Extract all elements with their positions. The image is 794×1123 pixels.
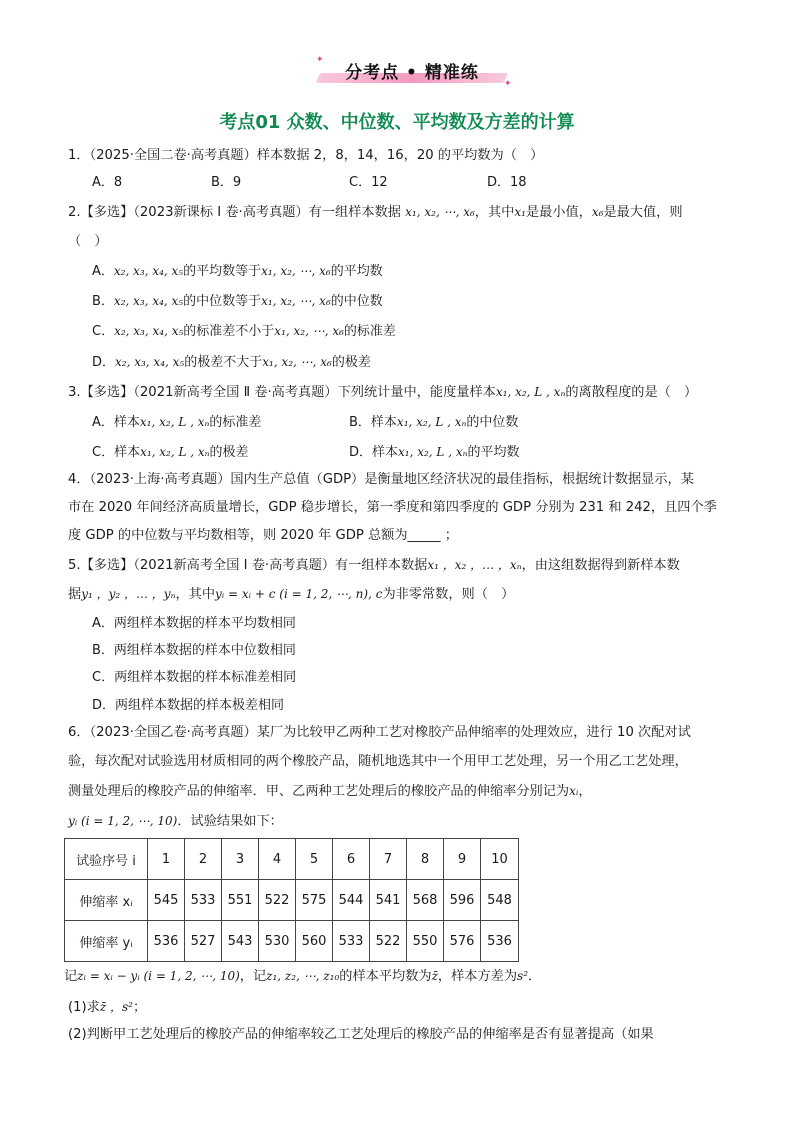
- part-text: (1)求: [68, 1000, 100, 1015]
- option-text: 的中位数: [466, 415, 519, 430]
- def-text: ，记: [239, 969, 267, 984]
- option-label: B．: [92, 294, 114, 309]
- question-6-definition: [64, 962, 726, 991]
- table-col-header: 5: [296, 839, 333, 880]
- question-3-option-c: [92, 442, 249, 463]
- option-text: 的中位数: [330, 294, 383, 309]
- option-text: 的极差: [209, 445, 249, 460]
- question-2: [68, 198, 730, 227]
- question-5-option-c: C．两组样本数据的样本标准差相同: [92, 670, 297, 685]
- question-4-line-2: 市在 2020 年间经济高质量增长，GDP 稳步增长，第一季度和第四季度的 GDP 分别为 231 和 242，且四个季: [68, 500, 717, 515]
- question-5-vars: x₁ ，x₂ ，… ，xₙ: [427, 558, 522, 572]
- table-cell: 533: [333, 921, 370, 962]
- question-3-option-d: [349, 442, 520, 463]
- table-cell: 544: [333, 880, 370, 921]
- option-text: 的平均数: [467, 445, 520, 460]
- table-col-header: 8: [407, 839, 444, 880]
- def-text: 的样本平均数为: [339, 969, 432, 984]
- question-6-stem-b: ．试验结果如下：: [177, 814, 283, 829]
- table-col-header: 1: [148, 839, 185, 880]
- option-vars: x₁, x₂, ⋯, x₆: [261, 294, 331, 308]
- table-cell: 560: [296, 921, 333, 962]
- question-3-option-b: [349, 412, 518, 433]
- table-cell: 527: [185, 921, 222, 962]
- question-6-x-var: xᵢ: [569, 784, 579, 798]
- option-vars: x₁, x₂, L , xₙ: [139, 415, 210, 429]
- question-3-option-a: [92, 412, 261, 433]
- option-text: 的标准差: [343, 324, 396, 339]
- table-cell: 550: [407, 921, 444, 962]
- option-vars: x₂, x₃, x₄, x₅: [115, 355, 185, 369]
- table-col-header: 10: [481, 839, 519, 880]
- question-2-x6: x₆: [591, 205, 604, 219]
- question-5-stem: 5.【多选】（2021新高考全国 Ⅰ 卷·高考真题）有一组样本数据: [68, 558, 428, 573]
- table-col-header: 9: [444, 839, 481, 880]
- badge-text: 分考点 • 精准练: [345, 63, 479, 83]
- option-vars: x₂, x₃, x₄, x₅: [114, 324, 184, 338]
- def-vars: z₁, z₂, ⋯, z₁₀: [266, 969, 340, 983]
- table-cell: 533: [185, 880, 222, 921]
- table-cell: 545: [148, 880, 185, 921]
- def-formula: zᵢ = xᵢ − yᵢ (i = 1, 2, ⋯, 10): [77, 969, 240, 983]
- question-5-stem-d: ，其中: [175, 587, 216, 602]
- table-cell: 576: [444, 921, 481, 962]
- question-6-line-4: [68, 807, 730, 836]
- option-label: A．样本: [92, 415, 140, 430]
- sparkle-icon: ✦: [316, 55, 324, 65]
- question-5-formula: yᵢ = xᵢ + c (i = 1, 2, ⋯, n), c: [215, 587, 383, 601]
- def-text: ，样本方差为: [437, 969, 518, 984]
- results-table: [64, 838, 519, 962]
- question-2-option-a: [92, 261, 383, 282]
- question-1: [68, 142, 730, 170]
- table-cell: 541: [370, 880, 407, 921]
- option-label: B．样本: [349, 415, 397, 430]
- table-col-header: 3: [222, 839, 259, 880]
- option-vars: x₁, x₂, L , xₙ: [396, 415, 467, 429]
- def-text: 记: [64, 969, 78, 984]
- table-row: [65, 880, 519, 921]
- option-label: D．: [92, 355, 116, 370]
- option-text: 的极差不大于: [184, 355, 263, 370]
- option-d: D．18: [487, 175, 527, 190]
- table-col-header: 4: [259, 839, 296, 880]
- question-6-part-1: [68, 993, 730, 1022]
- option-label: C．样本: [92, 445, 141, 460]
- option-b: B．9: [211, 175, 242, 190]
- table-row: [65, 921, 519, 962]
- part-text: ；: [132, 1000, 147, 1015]
- table-header-row: [65, 839, 519, 880]
- option-text: 的平均数: [330, 264, 383, 279]
- question-5-option-a: A．两组样本数据的样本平均数相同: [92, 616, 296, 631]
- option-text: 的标准差不小于: [183, 324, 275, 339]
- table-cell: 522: [259, 880, 296, 921]
- option-label: A．: [92, 264, 114, 279]
- table-cell: 568: [407, 880, 444, 921]
- option-vars: x₂, x₃, x₄, x₅: [113, 294, 184, 308]
- option-text: 的极差: [331, 355, 371, 370]
- question-4-line-1: 4．（2023·上海·高考真题）国内生产总值（GDP）是衡量地区经济状况的最佳指标，根据统计数据显示，某: [68, 472, 694, 487]
- table-cell: 575: [296, 880, 333, 921]
- question-5-line-1: [68, 551, 730, 580]
- question-6-line-2: 验，每次配对试验选用材质相同的两个橡胶产品，随机地选其中一个用甲工艺处理，另一个用乙工艺处理，: [68, 754, 688, 769]
- question-6-stem: 测量处理后的橡胶产品的伸缩率．甲、乙两种工艺处理后的橡胶产品的伸缩率分别记为: [68, 784, 570, 799]
- option-text: 的中位数等于: [183, 294, 262, 309]
- question-2-option-c: [92, 321, 396, 342]
- section-badge: [312, 56, 512, 90]
- question-5-line-2: [68, 580, 730, 609]
- option-vars: x₂, x₃, x₄, x₅: [113, 264, 184, 278]
- table-col-header: 2: [185, 839, 222, 880]
- question-5-stem-b: ，由这组数据得到新样本数: [521, 558, 680, 573]
- def-text: ．: [528, 969, 542, 984]
- question-3-stem: 3.【多选】（2021新高考全国 Ⅱ 卷·高考真题）下列统计量中，能度量样本: [68, 385, 496, 400]
- question-2-stem-c: 是最小值，: [525, 205, 592, 220]
- question-2-vars: x₁, x₂, ⋯, x₆: [405, 205, 475, 219]
- question-2-stem-d: 是最大值，则: [603, 205, 683, 220]
- question-3-vars: x₁, x₂, L , xₙ: [495, 385, 566, 399]
- option-text: 的标准差: [209, 415, 262, 430]
- table-header-label: 试验序号 i: [65, 839, 148, 880]
- option-label: C．: [92, 324, 115, 339]
- question-5-option-b: B．两组样本数据的样本中位数相同: [92, 643, 296, 658]
- question-6-comma: ，: [578, 784, 592, 799]
- option-vars: x₁, x₂, ⋯, x₆: [261, 264, 331, 278]
- table-cell: 548: [481, 880, 519, 921]
- question-5-stem-c: 据: [68, 587, 82, 602]
- question-3: [68, 378, 730, 407]
- question-6-line-1: 6．（2023·全国乙卷·高考真题）某厂为比较甲乙两种工艺对橡胶产品伸缩率的处理效应，进行 10 次配对试: [68, 725, 691, 740]
- option-c: C．12: [349, 175, 388, 190]
- table-col-header: 7: [370, 839, 407, 880]
- def-s2: s²: [517, 969, 529, 983]
- table-cell: 536: [148, 921, 185, 962]
- table-col-header: 6: [333, 839, 370, 880]
- question-2-stem-b: ，其中: [474, 205, 515, 220]
- part-vars: z̄ ，s²: [99, 1000, 133, 1014]
- def-zbar: z̄: [431, 969, 438, 983]
- question-5-y-vars: y₁ ，y₂ ，… ，yₙ: [81, 587, 176, 601]
- table-cell: 543: [222, 921, 259, 962]
- table-cell: 536: [481, 921, 519, 962]
- question-1-stem: 1．（2025·全国二卷·高考真题）样本数据 2，8，14，16，20 的平均数为（ ）: [68, 148, 544, 163]
- table-cell: 551: [222, 880, 259, 921]
- question-2-option-d: [92, 352, 371, 373]
- table-cell: 530: [259, 921, 296, 962]
- table-cell: 522: [370, 921, 407, 962]
- question-2-stem: 2.【多选】（2023新课标 Ⅰ 卷·高考真题）有一组样本数据: [68, 205, 401, 220]
- table-row-label: 伸缩率 yᵢ: [65, 921, 148, 962]
- table-cell: 596: [444, 880, 481, 921]
- option-text: 的平均数等于: [183, 264, 262, 279]
- question-4-line-3: 度 GDP 的中位数与平均数相等，则 2020 年 GDP 总额为_____ ；: [68, 528, 458, 543]
- option-vars: x₁, x₂, L , xₙ: [398, 445, 468, 459]
- option-a: A．8: [92, 175, 123, 190]
- option-label: D．样本: [349, 445, 399, 460]
- table-row-label: 伸缩率 xᵢ: [65, 880, 148, 921]
- option-vars: x₁, x₂, ⋯, x₆: [262, 355, 332, 369]
- question-2-x1: x₁: [514, 205, 526, 219]
- question-6-line-3: [68, 777, 730, 806]
- option-vars: x₁, x₂, ⋯, x₆: [274, 324, 344, 338]
- question-3-stem-b: 的离散程度的是（ ）: [565, 385, 698, 400]
- question-5-option-d: D．两组样本数据的样本极差相同: [92, 698, 285, 713]
- question-6-y-formula: yᵢ (i = 1, 2, ⋯, 10): [68, 814, 178, 828]
- section-title: 考点01 众数、中位数、平均数及方差的计算: [219, 112, 575, 133]
- question-5-stem-e: 为非零常数，则（ ）: [382, 587, 515, 602]
- sparkle-icon: ✦: [504, 79, 512, 89]
- question-2-paren: （ ）: [68, 234, 108, 249]
- question-2-option-b: [92, 291, 383, 312]
- question-6-part-2: (2)判断甲工艺处理后的橡胶产品的伸缩率较乙工艺处理后的橡胶产品的伸缩率是否有显著提高（如果: [68, 1027, 654, 1042]
- option-vars: x₁, x₂, L , xₙ: [140, 445, 210, 459]
